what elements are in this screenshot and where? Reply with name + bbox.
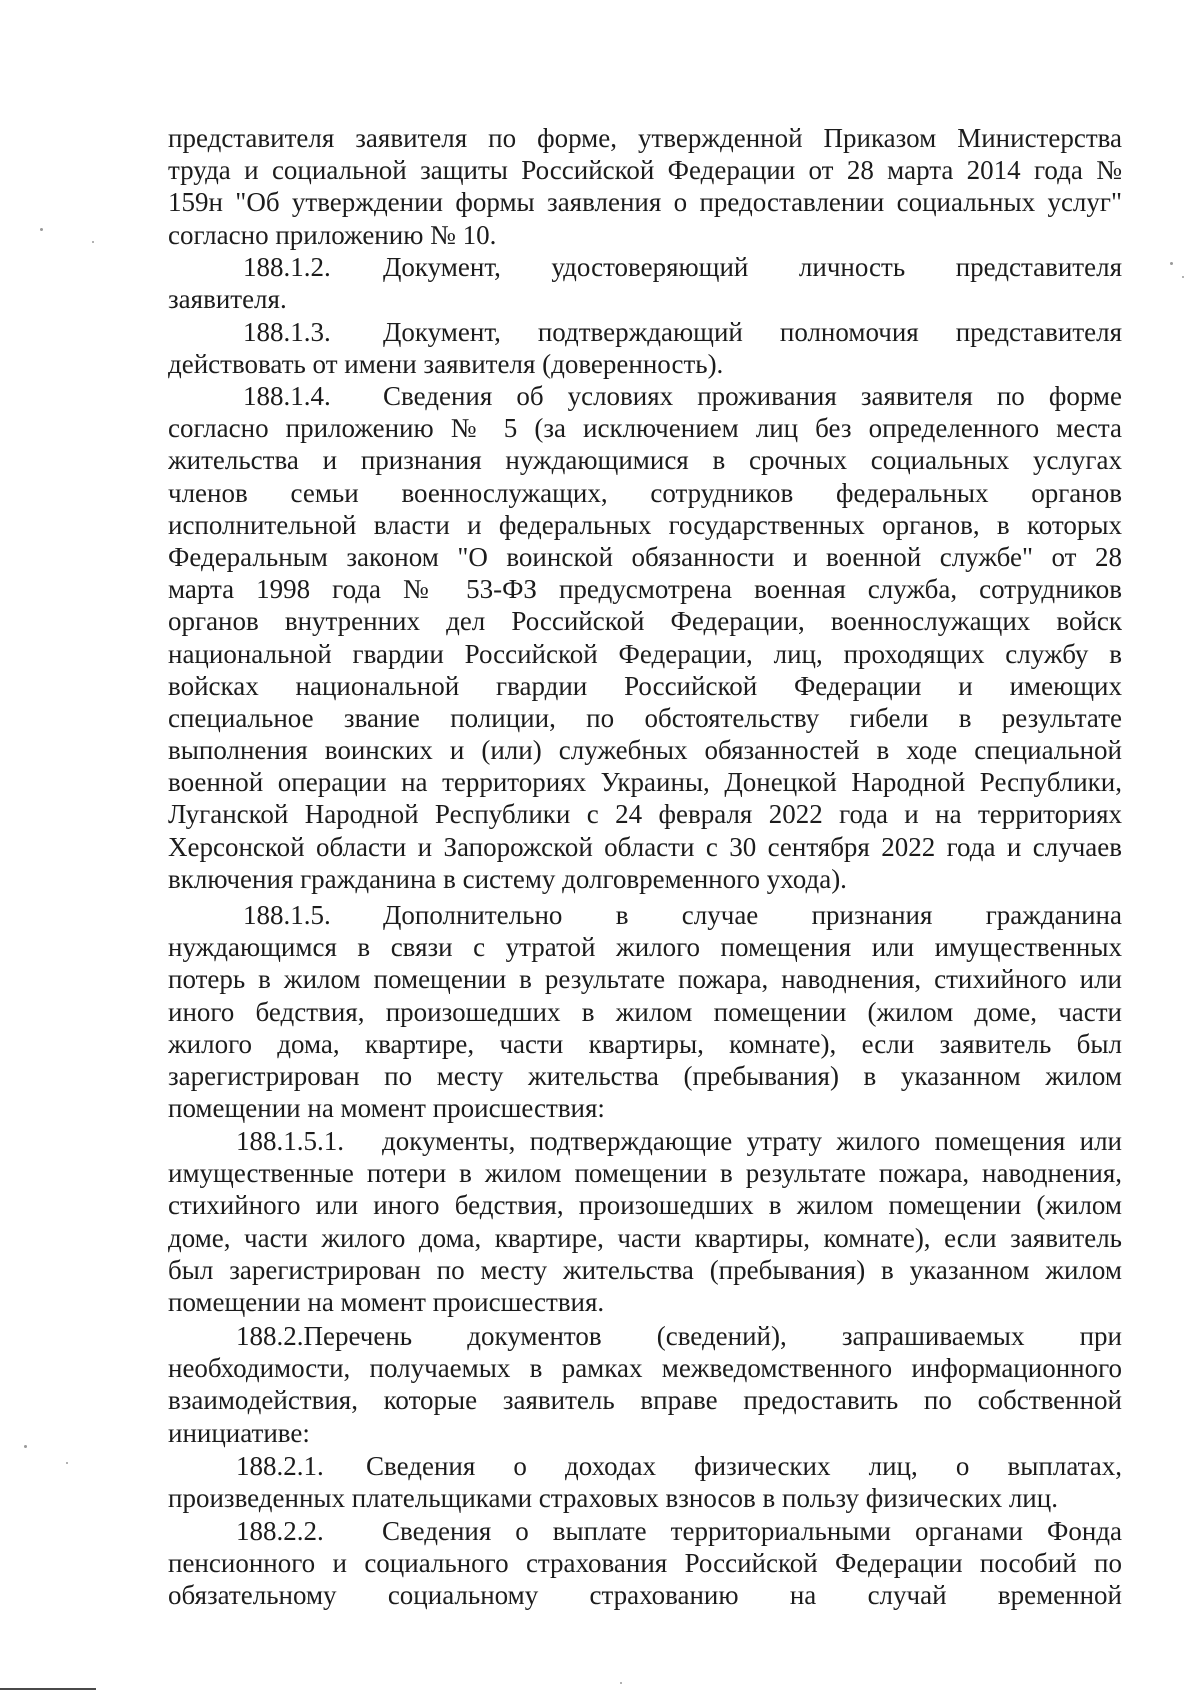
text-line: потерь в жилом помещении в результате пожара, наводнения, стихийного или <box>168 964 1122 995</box>
text-line: выполнения воинских и (или) служебных обязанностей в ходе специальной <box>168 735 1122 766</box>
text-line: пенсионного и социального страхования Российской Федерации пособий по <box>168 1548 1122 1579</box>
text-line: членов семьи военнослужащих, сотрудников федеральных органов <box>168 477 1122 508</box>
scan-speck <box>1170 262 1173 265</box>
clause-number: 188.1.3. <box>243 317 331 347</box>
text-line: Дополнительно в случае признания гражданина <box>383 900 1122 930</box>
text-line: 159н "Об утверждении формы заявления о предоставлении социальных услуг" <box>168 187 1122 218</box>
scan-speck <box>92 241 94 243</box>
clause-number: 188.1.4. <box>243 381 331 411</box>
paragraph-188-1-5-1 <box>168 1125 1122 1318</box>
clause-number: 188.2. <box>236 1321 304 1351</box>
paragraph-188-1-2 <box>168 251 1122 315</box>
text-line: Федеральным законом "О воинской обязанности и военной службе" от 28 <box>168 541 1122 572</box>
scan-edge-line <box>0 1688 96 1690</box>
text-line: военной операции на территориях Украины, Донецкой Народной Республики, <box>168 767 1122 798</box>
scan-speck <box>40 228 43 231</box>
first-line <box>168 1515 1122 1547</box>
text-line: был зарегистрирован по месту жительства (пребывания) в указанном жилом <box>168 1254 1122 1285</box>
text-line: документы, подтверждающие утрату жилого помещения или <box>382 1126 1122 1156</box>
text-line: Сведения о доходах физических лиц, о выплатах, <box>366 1451 1122 1481</box>
text-line: национальной гвардии Российской Федерации, лиц, проходящих службу в <box>168 638 1122 669</box>
text-line: обязательному социальному страхованию на случай временной <box>168 1580 1122 1611</box>
clause-number: 188.2.1. <box>236 1451 324 1481</box>
text-line: стихийного или иного бедствия, произошедших в жилом помещении (жилом <box>168 1190 1122 1221</box>
text-line: Херсонской области и Запорожской области с 30 сентября 2022 года и случаев <box>168 831 1122 862</box>
paragraph-188-2-1 <box>168 1450 1122 1514</box>
first-line <box>168 1320 1122 1352</box>
text-line: исполнительной власти и федеральных государственных органов, в которых <box>168 509 1122 540</box>
text-line: действовать от имени заявителя (доверенность). <box>168 349 724 380</box>
first-line <box>168 316 1122 348</box>
text-line: взаимодействия, которые заявитель вправе предоставить по собственной <box>168 1385 1122 1416</box>
paragraph-188-1-3 <box>168 316 1122 380</box>
text-line: имущественные потери в жилом помещении в результате пожара, наводнения, <box>168 1158 1122 1189</box>
paragraph-188-2 <box>168 1320 1122 1449</box>
text-line: заявителя. <box>168 284 287 315</box>
text-line: органов внутренних дел Российской Федерации, военнослужащих войск <box>168 606 1122 637</box>
first-line <box>168 251 1122 283</box>
scan-speck <box>66 1462 68 1464</box>
text-line: труда и социальной защиты Российской Федерации от 28 марта 2014 года № <box>168 155 1122 186</box>
scan-speck <box>620 1682 622 1684</box>
paragraph-188-2-2 <box>168 1515 1122 1612</box>
text-line: иного бедствия, произошедших в жилом помещении (жилом доме, части <box>168 996 1122 1027</box>
first-line <box>168 899 1122 931</box>
text-line: нуждающимся в связи с утратой жилого помещения или имущественных <box>168 932 1122 963</box>
text-line: представителя заявителя по форме, утвержденной Приказом Министерства <box>168 123 1122 153</box>
clause-number: 188.1.2. <box>243 252 331 282</box>
text-line: Документ, удостоверяющий личность представителя <box>383 252 1122 282</box>
text-line: Сведения о выплате территориальными органами Фонда <box>382 1516 1122 1546</box>
text-line: зарегистрирован по месту жительства (пребывания) в указанном жилом <box>168 1060 1122 1091</box>
paragraph-intro <box>168 122 1122 251</box>
text-line: помещении на момент происшествия. <box>168 1286 605 1317</box>
clause-number: 188.2.2. <box>236 1516 324 1546</box>
text-line: необходимости, получаемых в рамках межведомственного информационного <box>168 1353 1122 1384</box>
text-line: жительства и признания нуждающимися в срочных социальных услугах <box>168 445 1122 476</box>
text-line: жилого дома, квартире, части квартиры, комнате), если заявитель был <box>168 1028 1122 1059</box>
text-line: марта 1998 года № 53-ФЗ предусмотрена военная служба, сотрудников <box>168 574 1122 605</box>
clause-number: 188.1.5.1. <box>236 1126 344 1156</box>
paragraph-188-1-4 <box>168 380 1122 895</box>
text-line: Сведения об условиях проживания заявителя по форме <box>383 381 1122 411</box>
text-line: войсках национальной гвардии Российской Федерации и имеющих <box>168 670 1122 701</box>
text-line: согласно приложению № 10. <box>168 219 497 250</box>
text-line: помещении на момент происшествия: <box>168 1093 605 1124</box>
text-line: согласно приложению № 5 (за исключением лиц без определенного места <box>168 413 1122 444</box>
text-line: Перечень документов (сведений), запрашиваемых при <box>303 1321 1122 1351</box>
paragraph-188-1-5 <box>168 899 1122 1124</box>
scan-speck <box>1182 276 1184 278</box>
text-line: произведенных плательщиками страховых взносов в пользу физических лиц. <box>168 1483 1058 1514</box>
text-line: Документ, подтверждающий полномочия представителя <box>383 317 1122 347</box>
text-line: включения гражданина в систему долговременного ухода). <box>168 863 847 894</box>
first-line <box>168 1450 1122 1482</box>
clause-number: 188.1.5. <box>243 900 331 930</box>
first-line <box>168 1125 1122 1157</box>
first-line <box>168 380 1122 412</box>
scan-speck <box>24 1445 27 1448</box>
text-line: доме, части жилого дома, квартире, части квартиры, комнате), если заявитель <box>168 1222 1122 1253</box>
text-line: Луганской Народной Республики с 24 февраля 2022 года и на территориях <box>168 799 1122 830</box>
text-line: инициативе: <box>168 1417 310 1448</box>
text-line: специальное звание полиции, по обстоятельству гибели в результате <box>168 702 1122 733</box>
